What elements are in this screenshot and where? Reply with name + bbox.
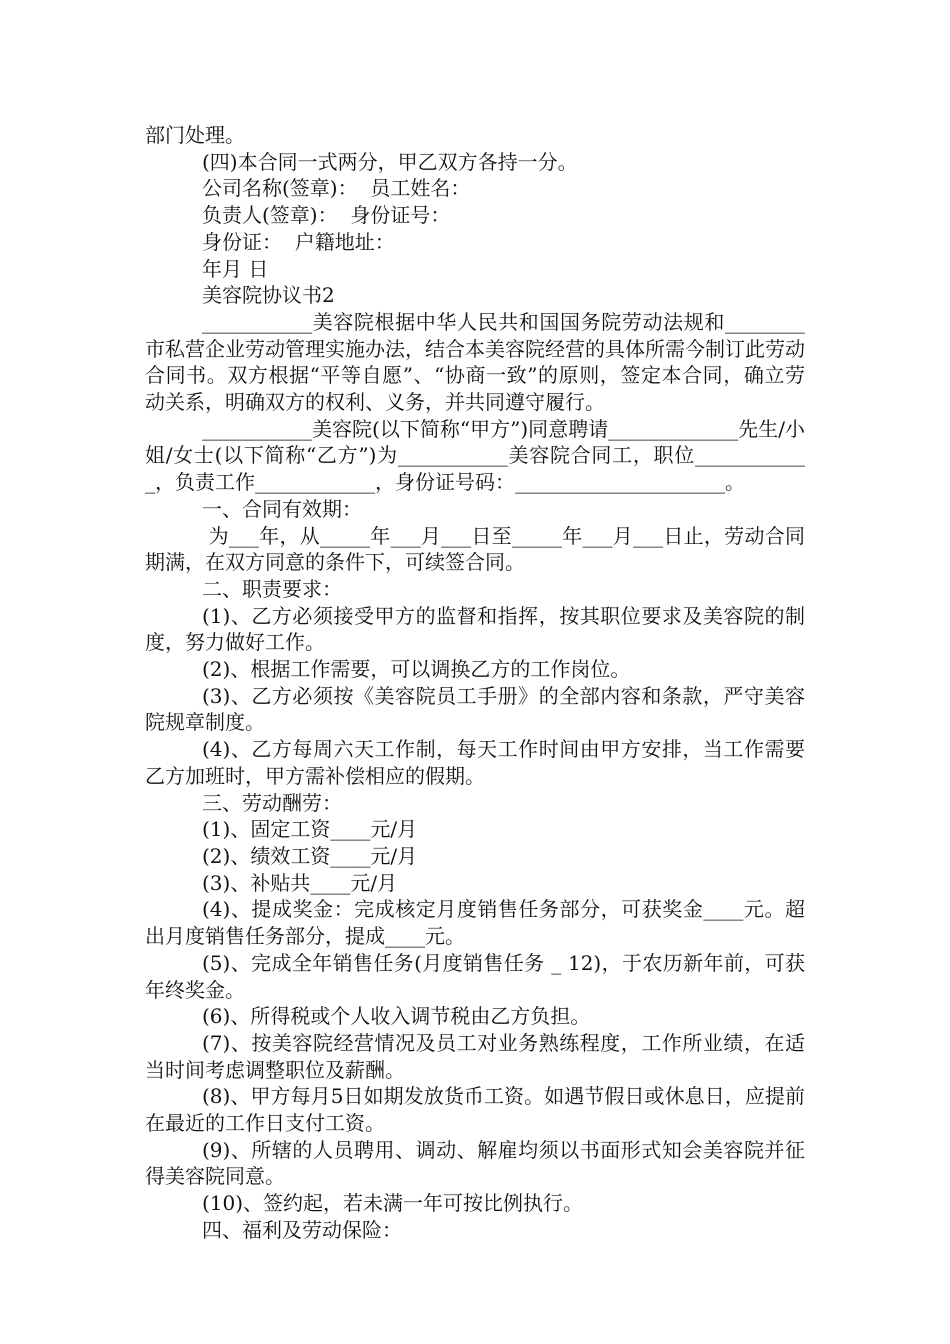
paragraph-5: 年月 日 — [202, 256, 269, 281]
paragraph-1: (四)本合同一式两分，甲乙双方各持一分。 — [202, 149, 578, 174]
paragraph-25: (9)、所辖的人员聘用、调动、解雇均须以书面形式知会美容院并征得美容院同意。 — [145, 1137, 805, 1189]
paragraph-26: (10)、签约起，若未满一年可按比例执行。 — [202, 1191, 584, 1216]
paragraph-14: (3)、乙方必须按《美容院员工手册》的全部内容和条款，严守美容院规章制度。 — [145, 683, 805, 735]
paragraph-6: 美容院协议书2 — [202, 283, 335, 308]
paragraph-21: (5)、完成全年销售任务(月度销售任务 _ 12)，于农历新年前，可获年终奖金。 — [145, 950, 805, 1002]
paragraph-20: (4)、提成奖金：完成核定月度销售任务部分，可获奖金____元。超出月度销售任务部分，提成____元。 — [145, 897, 805, 949]
paragraph-8: ___________美容院(以下简称“甲方”)同意聘请_____________先生/小姐/女士(以下简称“乙方”)为___________美容院合同工，职位____________，负责工作____________，身份证号码：_____________________。 — [145, 416, 805, 495]
paragraph-3: 负责人(签章)： 身份证号： — [202, 203, 451, 228]
paragraph-27: 四、福利及劳动保险： — [202, 1217, 402, 1242]
paragraph-2: 公司名称(签章)： 员工姓名： — [202, 176, 471, 201]
paragraph-12: (1)、乙方必须接受甲方的监督和指挥，按其职位要求及美容院的制度，努力做好工作。 — [145, 603, 805, 655]
paragraph-23: (7)、按美容院经营情况及员工对业务熟练程度，工作所业绩，在适当时间考虑调整职位及薪酬。 — [145, 1030, 805, 1082]
paragraph-18: (2)、绩效工资____元/月 — [202, 843, 418, 868]
document-body — [145, 122, 805, 1244]
paragraph-7: ___________美容院根据中华人民共和国国务院劳动法规和________市私营企业劳动管理实施办法，结合本美容院经营的具体所需今制订此劳动合同书。双方根据“平等自愿”、“协商一致”的原则，签定本合同，确立劳动关系，明确双方的权利、义务，并共同遵守履行。 — [145, 309, 805, 415]
paragraph-4: 身份证： 户籍地址： — [202, 229, 395, 254]
paragraph-10: 为___年，从_____年___月___日至_____年___月___日止，劳动合同期满，在双方同意的条件下，可续签合同。 — [145, 523, 806, 575]
paragraph-22: (6)、所得税或个人收入调节税由乙方负担。 — [202, 1004, 591, 1029]
paragraph-17: (1)、固定工资____元/月 — [202, 817, 418, 842]
paragraph-16: 三、劳动酬劳： — [202, 790, 342, 815]
paragraph-0: 部门处理。 — [145, 123, 245, 147]
paragraph-19: (3)、补贴共____元/月 — [202, 870, 398, 895]
paragraph-15: (4)、乙方每周六天工作制，每天工作时间由甲方安排，当工作需要乙方加班时，甲方需补偿相应的假期。 — [145, 737, 805, 788]
paragraph-13: (2)、根据工作需要，可以调换乙方的工作岗位。 — [202, 657, 631, 682]
paragraph-24: (8)、甲方每月5日如期发放货币工资。如遇节假日或休息日，应提前在最近的工作日支付工资。 — [145, 1084, 805, 1136]
paragraph-11: 二、职责要求： — [202, 576, 342, 601]
paragraph-9: 一、合同有效期： — [202, 496, 362, 521]
